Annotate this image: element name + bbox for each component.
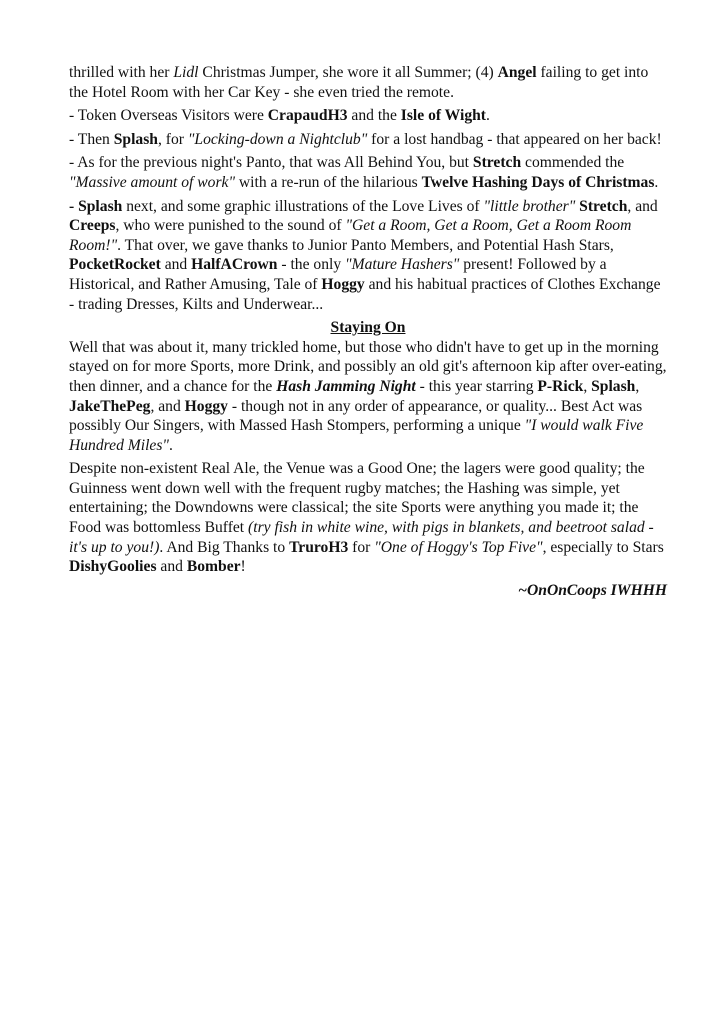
italic-text: (try fish in white wine, with pigs in blankets, and beetroot salad - it's up to you!) [69, 519, 654, 556]
bold-text: PocketRocket [69, 256, 161, 274]
text-run: . That over, we gave thanks to Junior Panto Members, and Potential Hash Stars, [117, 236, 614, 254]
section-heading-staying-on: Staying On [330, 319, 406, 337]
text-run: - this year starring [415, 377, 538, 395]
italic-text: "Mature Hashers" [345, 256, 460, 274]
text-run: , for [157, 130, 188, 148]
bold-text: Creeps [69, 217, 116, 235]
text-run: present! Followed by a Historical, and Rather Amusing, Tale of [69, 256, 607, 293]
paragraph [69, 106, 667, 126]
bold-text: Stretch [472, 154, 522, 172]
bold-text: Stretch [579, 197, 628, 215]
bold-text: DishyGoolies [69, 558, 157, 576]
bold-text: Hoggy [184, 397, 228, 415]
bold-text: P-Rick [537, 377, 584, 395]
text-run: commended the [521, 154, 625, 172]
bold-text: Hash Jamming Night [276, 377, 416, 395]
text-run: - though not in any order of appearance, or quality... Best Act was possibly Our Singers, with Massed Hash Stompers, performing a unique [69, 397, 643, 435]
author-signature: ~OnOnCoops IWHHH [518, 581, 667, 599]
bold-text: JakeThePeg [69, 397, 151, 415]
italic-text: Lidl [173, 64, 199, 81]
text-run: and his habitual practices of Clothes Exchange - trading Dresses, Kilts and Underwear... [69, 275, 661, 313]
italic-text: "Locking-down a Nightclub" [187, 130, 368, 148]
bold-text: Angel [497, 64, 537, 81]
bold-text: Hoggy [321, 275, 365, 293]
text-run: Christmas Jumper, she wore it all Summer; (4) [198, 64, 498, 81]
text-run: next, and some graphic illustrations of the Love Lives of [122, 197, 484, 215]
text-run: . [168, 436, 173, 454]
text-run: and the [347, 107, 401, 125]
paragraph [69, 153, 667, 192]
text-run: ! [240, 558, 246, 576]
text-run: Despite non-existent Real Ale, the Venue was a Good One; the lagers were good quality; the Guinness went down well with the frequent rugby matches; the Hashing was simple, yet entertaining; the Downdowns were classical; the site Sports were anything you made it; the Food was bottomless Buffet [69, 460, 645, 537]
text-run: Well that was about it, many trickled home, but those who didn't have to get up in the morning stayed on for more Sports, more Drink, and possibly an old git's afternoon kip after over-eating, then dinner, and a chance for the [69, 338, 667, 395]
text-run: , especially to Stars [542, 538, 664, 556]
bold-text: Isle of Wight [400, 107, 486, 125]
italic-text: "Get a Room, Get a Room, Get a Room Room Room!" [69, 217, 632, 254]
bold-text: Splash [113, 130, 158, 148]
text-run: . [654, 173, 659, 191]
bold-text: TruroH3 [289, 538, 349, 556]
text-run: , [635, 377, 640, 395]
report-section-awards [69, 63, 667, 314]
text-run: for a lost handbag - that appeared on her back! [367, 130, 662, 148]
document-page [69, 63, 667, 600]
paragraph [69, 459, 667, 577]
bold-text: Splash [591, 377, 636, 395]
paragraph [69, 63, 667, 102]
report-section-staying-on [69, 338, 667, 577]
text-run: , and [150, 397, 185, 415]
text-run: thrilled with her [69, 64, 174, 81]
text-run: failing to get into the Hotel Room with her Car Key - she even tried the remote. [69, 64, 649, 101]
italic-text: "One of Hoggy's Top Five" [374, 538, 543, 556]
italic-text: "Massive amount of work" [69, 173, 235, 191]
text-run: - the only [277, 256, 346, 274]
paragraph [69, 130, 667, 150]
italic-text: "little brother" [483, 197, 576, 215]
text-run: and [156, 558, 187, 576]
text-run: , and [627, 197, 658, 215]
text-run: and [160, 256, 192, 274]
text-run: - As for the previous night's Panto, that was All Behind You, but [69, 154, 473, 172]
bold-text: HalfACrown [191, 256, 278, 274]
bold-text: Bomber [186, 558, 241, 576]
text-run: , [583, 377, 592, 395]
text-run: for [348, 538, 375, 556]
paragraph [69, 197, 667, 315]
bold-text: CrapaudH3 [267, 107, 348, 125]
text-run: with a re-run of the hilarious [235, 173, 422, 191]
text-run: - Then [69, 130, 114, 148]
text-run: , who were punished to the sound of [115, 217, 346, 235]
text-run: - Token Overseas Visitors were [69, 107, 268, 125]
text-run: . [485, 107, 490, 125]
bold-text: Twelve Hashing Days of Christmas [421, 173, 655, 191]
bold-text: - Splash [69, 197, 123, 215]
paragraph [69, 338, 667, 456]
text-run: . And Big Thanks to [159, 538, 290, 556]
italic-text: "I would walk Five Hundred Miles" [69, 417, 644, 454]
